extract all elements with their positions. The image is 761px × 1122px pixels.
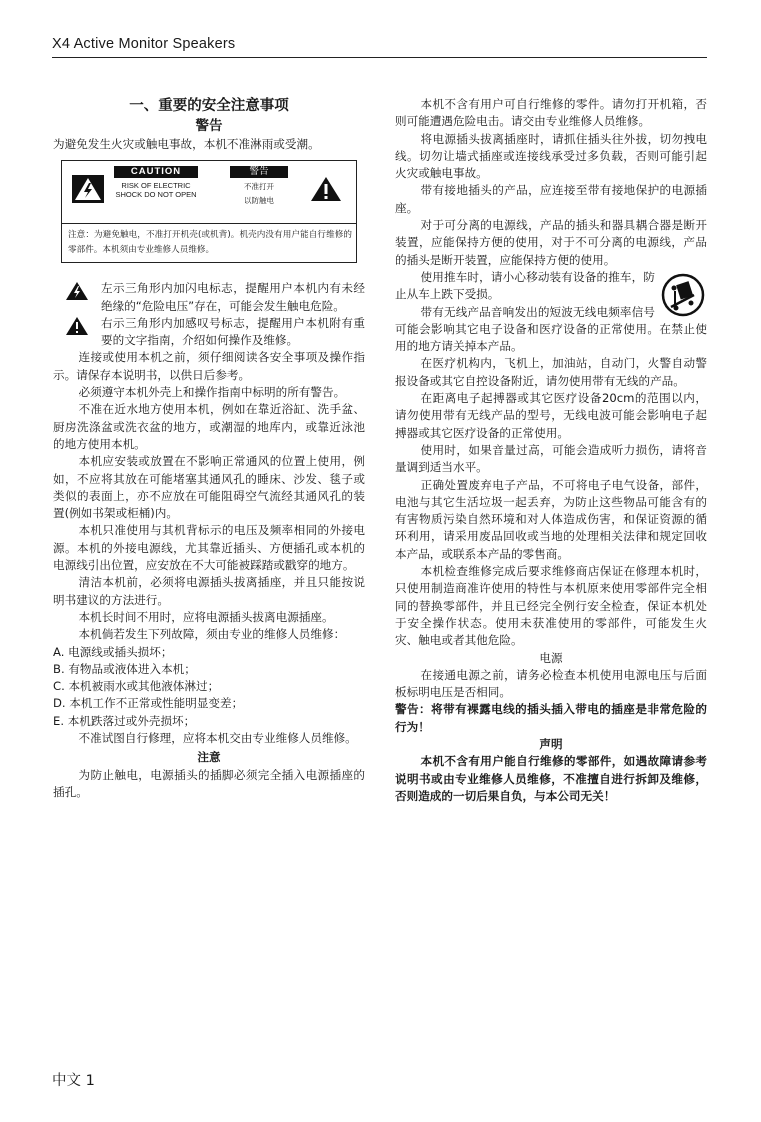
cart-paragraph [395,269,707,304]
paragraph-replacement-parts: 本机检查维修完成后要求维修商店保证在修理本机时，只使用制造商准许使用的特性与本机原来使用零部件完全相同的替换零部件，并且已经完全例行安全检查，保证本机处于安全操作状态。使用未获准使用的零部件，可能发生火灾、触电或者其他危险。 [395,564,707,648]
power-heading: 电源 [539,650,563,665]
warning-heading: 警告 [195,118,223,134]
caution-note: 注意：为避免触电，不准打开机壳(或机背)。机壳内没有用户能自行维修的零部件。本机须由专业维修人员维修。 [68,230,352,256]
list-item: D. 本机工作不正常或性能明显变差； [53,696,244,711]
paragraph-service-conditions: 本机倘若发生下列故障，须由专业的维修人员维修： [78,627,346,642]
paragraph-plug-insert: 为防止触电，电源插头的插脚必须完全插入电源插座的插孔。 [53,767,365,799]
caution-label-block [114,166,198,199]
paragraph-unplug: 将电源插头拔离插座时，请抓住插头往外拔，切勿拽电线。切勿让墙式插座或连接线承受过多负载，否则可能引起火灾或触电事故。 [395,131,707,181]
chinese-caution-label: 警告 [230,166,288,178]
declaration-text: 本机不含有用户能自行维修的零部件，如遇故障请参考说明书或由专业维修人员维修，不准擅自进行拆卸及维修，否则造成的一切后果自负，与本公司无关！ [395,754,707,803]
paragraph-medical-facilities: 在医疗机构内，飞机上，加油站，自动门，火警自动警报设备或其它自控设备附近，请勿使用带有无线的产品。 [395,356,707,388]
caution-box [61,160,357,263]
exclamation-symbol-text: 右示三角形内加感叹号标志，提醒用户本机附有重要的文字指南，介绍如何操作及维修。 [101,315,365,348]
list-item: A. 电源线或插头损坏； [53,644,173,659]
lightning-warning-icon [72,175,104,203]
list-item: B. 有物品或液体进入本机； [53,661,196,676]
right-column [395,96,707,805]
left-column [53,96,365,801]
intro-text: 为避免发生火灾或触电事故，本机不准淋雨或受潮。 [53,137,320,151]
paragraph-disposal: 正确处置废弃电子产品，不可将电子电气设备，部件，电池与其它生活垃圾一起丢弃，为防止这些物品可能含有的有害物质污染自然环境和对人体造成伤害，和保证资源的循环利用，请采用废品回收或当地的处理相关法律和规定回收本产品，或联系本产品的零售商。 [395,477,707,561]
note-heading: 注意 [197,750,221,765]
paragraph-ventilation: 本机应安装或放置在不影响正常通风的位置上使用，例如，不应将其放在可能堵塞其通风孔的睡床、沙发、毯子或类似的表面上，亦不应放在可能阻碍空气流经其通风孔的装置(例如书架或柜桶)内。 [53,454,365,521]
lightning-symbol-text: 左示三角形内加闪电标志，提醒用户本机内有未经绝缘的“危险电压”存在，可能会发生触电危险。 [101,281,365,313]
paragraph-grounding: 带有接地插头的产品，应连接至带有接地保护的电源插座。 [395,183,707,215]
page-header: X4 Active Monitor Speakers [52,36,236,52]
chinese-caution-line1: 不准打开 [244,182,274,192]
list-item: C. 本机被雨水或其他液体淋过； [53,679,220,694]
declaration-heading: 声明 [539,736,563,751]
exclamation-warning-icon [310,175,342,203]
paragraph-read-instructions: 连接或使用本机之前，须仔细阅读各安全事项及操作指示。请保存本说明书，以供日后参考。 [53,350,365,382]
section-heading: 一、重要的安全注意事项 [129,98,289,114]
paragraph-pacemaker: 在距离电子起搏器或其它医疗设备20cm的范围以内，请勿使用带有无线产品的型号，无线电波可能会影响电子起搏器或其它医疗设备的正常使用。 [395,391,707,440]
paragraph-volume: 使用时，如果音量过高，可能会造成听力损伤，请将音量调到适当水平。 [395,442,707,475]
paragraph-power-source: 本机只准使用与其机背标示的电压及频率相同的外接电源。本机的外接电源线，尤其靠近插头、方便插孔或本机的电源线引出位置，应安放在不大可能被踩踏或戳穿的地方。 [53,523,365,573]
paragraph-water: 不准在近水地方使用本机，例如在靠近浴缸、洗手盆、厨房洗涤盆或洗衣盆的地方，或潮湿的地库内，或靠近泳池的地方使用本机。 [53,402,365,451]
exclamation-triangle-icon [65,316,89,336]
list-item: E. 本机跌落过或外壳损坏； [53,713,196,728]
caution-text: RISK OF ELECTRIC SHOCK DO NOT OPEN [115,181,197,199]
paragraph-observe-warnings: 必须遵守本机外壳上和操作指南中标明的所有警告。 [78,385,346,400]
paragraph-unused: 本机长时间不用时，应将电源插头拔离电源插座。 [78,609,334,624]
paragraph-disconnect-device: 对于可分离的电源线，产品的插头和器具耦合器是断开装置，应能保持方便的使用，对于不可分离的电源线，产品的插头是断开装置，应能保持方便的使用。 [395,218,707,267]
bare-wire-warning: 警告：将带有裸露电线的插头插入带电的插座是非常危险的行为！ [395,702,707,734]
caution-label: CAUTION [114,166,198,178]
paragraph-no-self-repair: 不准试图自行修理，应将本机交由专业维修人员维修。 [78,731,357,746]
page-footer: 中文 1 [52,1073,95,1089]
exclamation-symbol-explanation [53,315,365,350]
paragraph-no-user-parts: 本机不含有用户可自行维修的零件。请勿打开机箱，否则可能遭遇危险电击。请交由专业维修人员维修。 [395,97,707,129]
chinese-caution-block [230,166,288,208]
lightning-triangle-icon [65,281,89,301]
paragraph-check-voltage: 在接通电源之前，请务必检查本机使用电源电压与后面板标明电压是否相同。 [395,667,707,700]
header-rule [52,57,707,58]
chinese-caution-line2: 以防触电 [244,196,274,206]
lightning-symbol-explanation [53,280,365,315]
cart-tipover-icon [661,273,705,317]
paragraph-cleaning: 清洁本机前，必须将电源插头拔离插座，并且只能按说明书建议的方法进行。 [53,575,365,607]
paragraph-cart: 使用推车时，请小心移动装有设备的推车，防止从车上跌下受损。 [395,269,655,302]
paragraph-wireless-interference: 带有无线产品音响发出的短波无线电频率信号可能会影响其它电子设备和医疗设备的正常使用。在禁止使用的地方请关掉本产品。 [395,304,707,354]
